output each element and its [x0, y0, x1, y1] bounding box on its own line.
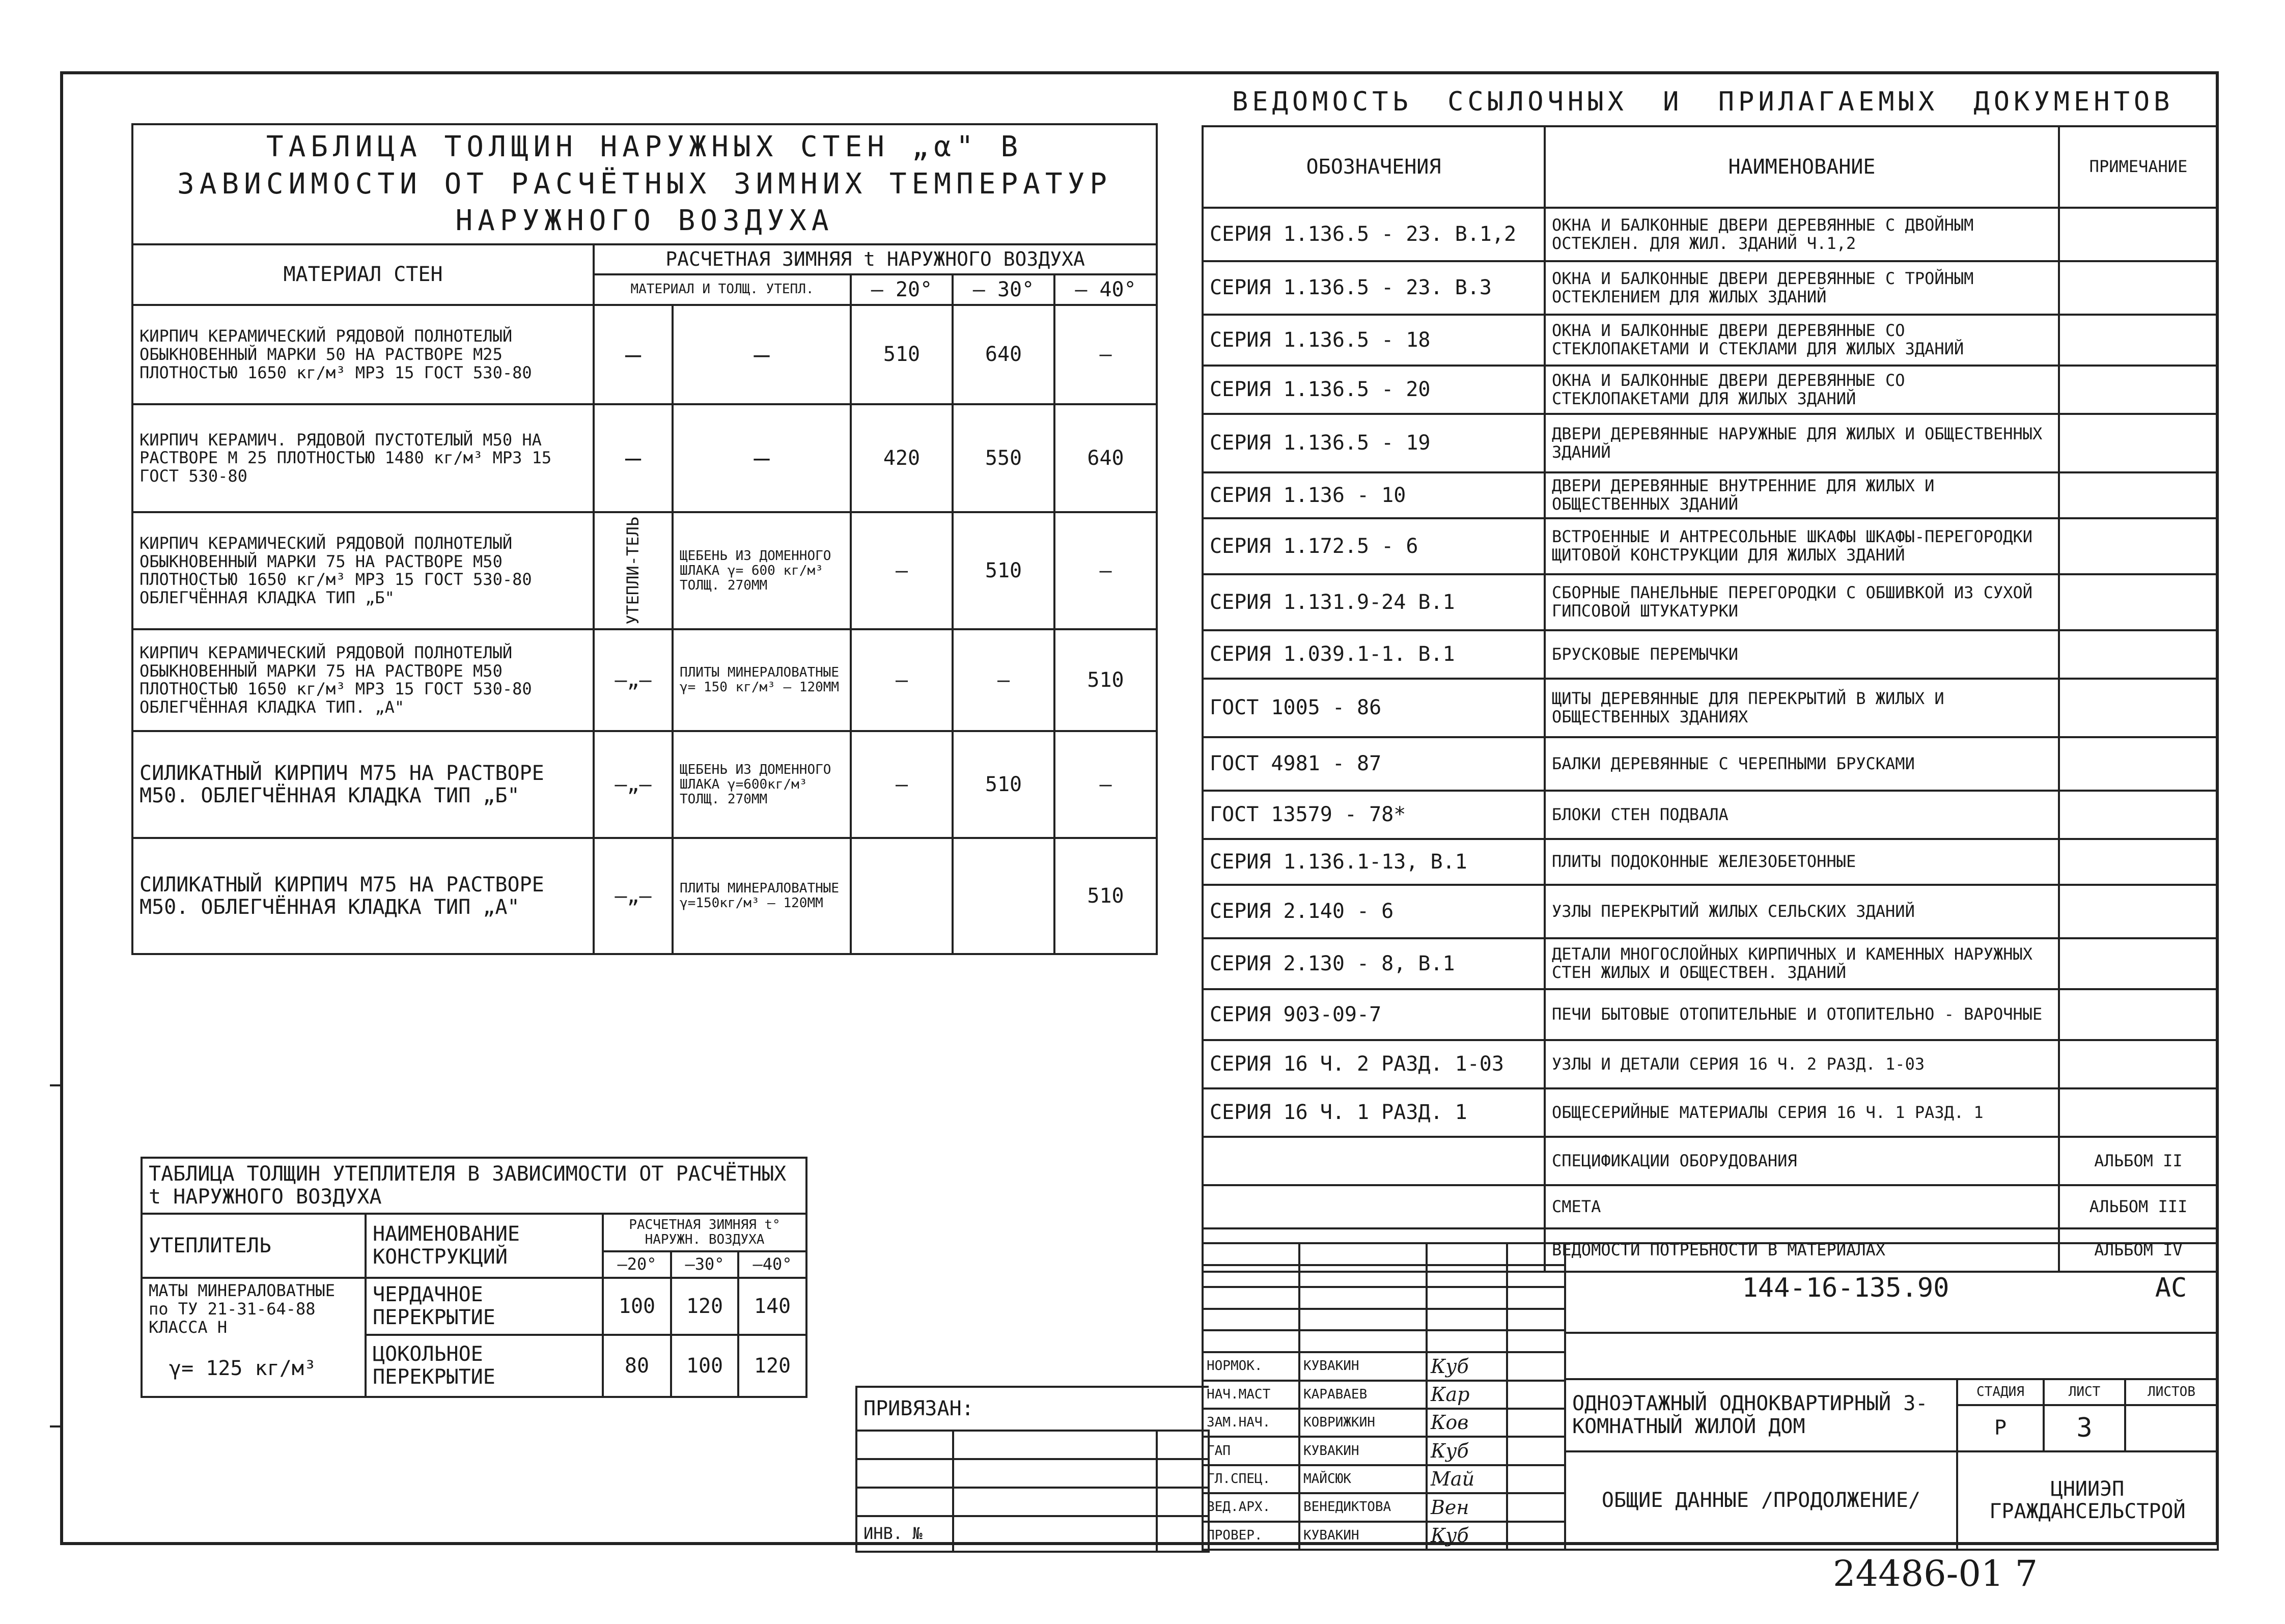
- approval-role: НОРМОК.: [1203, 1352, 1299, 1380]
- sheet-title: ОБЩИЕ ДАННЫЕ /ПРОДОЛЖЕНИЕ/: [1565, 1451, 1957, 1550]
- ref-name: ДВЕРИ ДЕРЕВЯННЫЕ ВНУТРЕННИЕ ДЛЯ ЖИЛЫХ И ОБЩЕСТВЕННЫХ ЗДАНИЙ: [1545, 472, 2059, 518]
- ref-name: СПЕЦИФИКАЦИИ ОБОРУДОВАНИЯ: [1545, 1137, 2059, 1185]
- insul-table-header-insulant: УТЕПЛИТЕЛЬ: [142, 1214, 366, 1278]
- insulation-cell: —„—: [594, 629, 673, 731]
- approval-row: [1203, 1409, 1565, 1437]
- ref-name: БЛОКИ СТЕН ПОДВАЛА: [1545, 791, 2059, 839]
- ref-name: ПЛИТЫ ПОДОКОННЫЕ ЖЕЛЕЗОБЕТОННЫЕ: [1545, 839, 2059, 885]
- table-row: [132, 404, 1157, 512]
- wall-table-header-material: МАТЕРИАЛ СТЕН: [132, 244, 594, 305]
- insul-table-header-calc: РАСЧЕТНАЯ ЗИМНЯЯ t° НАРУЖН. ВОЗДУХА: [603, 1214, 806, 1251]
- reference-documents-table: [1202, 125, 2217, 1273]
- approval-name: КУВАКИН: [1299, 1352, 1427, 1380]
- ref-code: ГОСТ 13579 - 78*: [1203, 791, 1545, 839]
- date-cell: [1507, 1465, 1565, 1493]
- ref-name: УЗЛЫ ПЕРЕКРЫТИЙ ЖИЛЫХ СЕЛЬСКИХ ЗДАНИЙ: [1545, 885, 2059, 938]
- approval-row: [1203, 1437, 1565, 1465]
- table-row: [1203, 472, 2218, 518]
- ref-code: СЕРИЯ 1.136.5 - 19: [1203, 414, 1545, 472]
- sheets-header: ЛИСТОВ: [2125, 1379, 2218, 1405]
- table-row: [1203, 989, 2218, 1040]
- insulation-detail: ЩЕБЕНЬ ИЗ ДОМЕННОГО ШЛАКА γ= 600 кг/м³ ТОЛЩ. 270ММ: [673, 512, 851, 629]
- value-t20: —: [851, 731, 953, 838]
- insul-table-title: ТАБЛИЦА ТОЛЩИН УТЕПЛИТЕЛЯ В ЗАВИСИМОСТИ ОТ РАСЧЁТНЫХ t НАРУЖНОГО ВОЗДУХА: [142, 1158, 806, 1214]
- ref-note: [2059, 1088, 2218, 1137]
- table-row: [1203, 574, 2218, 630]
- signature: Кар: [1427, 1381, 1507, 1409]
- sheet-header: ЛИСТ: [2044, 1379, 2125, 1405]
- refs-title: ВЕДОМОСТЬ ССЫЛОЧНЫХ И ПРИЛАГАЕМЫХ ДОКУМЕНТОВ: [1232, 87, 2174, 117]
- value-t30: [953, 838, 1054, 954]
- insul-table-header-t30: –30°: [671, 1251, 738, 1278]
- refs-table-grid: [1202, 125, 2219, 1273]
- insul-table-grid: [141, 1157, 807, 1398]
- table-row: [1203, 1040, 2218, 1088]
- ref-note: [2059, 679, 2218, 737]
- doc-mark: АС: [2125, 1243, 2218, 1333]
- ref-code: СЕРИЯ 16 Ч. 2 РАЗД. 1-03: [1203, 1040, 1545, 1088]
- ref-code: [1203, 1185, 1545, 1228]
- value-t30: 640: [953, 305, 1054, 404]
- insulation-cell: [594, 512, 673, 629]
- wall-material: КИРПИЧ КЕРАМИЧЕСКИЙ РЯДОВОЙ ПОЛНОТЕЛЫЙ ОБЫКНОВЕННЫЙ МАРКИ 75 НА РАСТВОРЕ М50 ПЛОТНОСТЬЮ 1650 кг/м³ МРЗ 15 ГОСТ 530-80 ОБЛЕГЧЁННАЯ КЛАДКА ТИП. „А": [132, 629, 594, 731]
- ref-code: ГОСТ 1005 - 86: [1203, 679, 1545, 737]
- date-cell: [1507, 1409, 1565, 1437]
- refs-body: [1203, 208, 2218, 1272]
- ref-name: ОКНА И БАЛКОННЫЕ ДВЕРИ ДЕРЕВЯННЫЕ С ДВОЙНЫМ ОСТЕКЛЕН. ДЛЯ ЖИЛ. ЗДАНИЙ Ч.1,2: [1545, 208, 2059, 261]
- table-row: [1203, 208, 2218, 261]
- value-t30: 510: [953, 731, 1054, 838]
- insulation-vertical-label: УТЕПЛИ-ТЕЛЬ: [623, 517, 643, 625]
- ref-note: [2059, 472, 2218, 518]
- approval-role: ПРОВЕР.: [1203, 1522, 1299, 1550]
- insulation-detail: —: [673, 305, 851, 404]
- ref-code: СЕРИЯ 1.136.1-13, В.1: [1203, 839, 1545, 885]
- wall-table-grid: [131, 123, 1158, 955]
- value-t40: 140: [738, 1278, 806, 1335]
- approval-row: [1203, 1522, 1565, 1550]
- ref-note: [2059, 885, 2218, 938]
- approval-role: НАЧ.МАСТ: [1203, 1381, 1299, 1409]
- insulation-cell: —: [594, 404, 673, 512]
- insulation-detail: —: [673, 404, 851, 512]
- construction-name: ЧЕРДАЧНОЕ ПЕРЕКРЫТИЕ: [366, 1278, 603, 1335]
- value-t30: —: [953, 629, 1054, 731]
- table-row: [132, 838, 1157, 954]
- ref-name: ПЕЧИ БЫТОВЫЕ ОТОПИТЕЛЬНЫЕ И ОТОПИТЕЛЬНО - ВАРОЧНЫЕ: [1545, 989, 2059, 1040]
- insul-density: γ= 125 кг/м³: [169, 1356, 316, 1380]
- insulation-detail: ПЛИТЫ МИНЕРАЛОВАТНЫЕ γ=150кг/м³ – 120ММ: [673, 838, 851, 954]
- stamp-main: [1564, 1242, 2217, 1551]
- ref-code: СЕРИЯ 1.136.5 - 23. В.1,2: [1203, 208, 1545, 261]
- stamp-upper-grid: [1202, 1242, 1564, 1551]
- ref-name: ДЕТАЛИ МНОГОСЛОЙНЫХ КИРПИЧНЫХ И КАМЕННЫХ НАРУЖНЫХ СТЕН ЖИЛЫХ И ОБЩЕСТВЕН. ЗДАНИЙ: [1545, 938, 2059, 989]
- value-t40: 640: [1054, 404, 1157, 512]
- ref-note: [2059, 366, 2218, 414]
- sheet-value: 3: [2044, 1405, 2125, 1451]
- table-row: [1203, 885, 2218, 938]
- table-row: [1203, 366, 2218, 414]
- table-row: [1203, 315, 2218, 366]
- insulation-cell: —„—: [594, 731, 673, 838]
- refs-header-name: НАИМЕНОВАНИЕ: [1545, 126, 2059, 208]
- ref-code: [1203, 1137, 1545, 1185]
- table-row: [1203, 1088, 2218, 1137]
- ref-name: БАЛКИ ДЕРЕВЯННЫЕ С ЧЕРЕПНЫМИ БРУСКАМИ: [1545, 737, 2059, 791]
- approval-name: ВЕНЕДИКТОВА: [1299, 1493, 1427, 1521]
- ref-name: ОКНА И БАЛКОННЫЕ ДВЕРИ ДЕРЕВЯННЫЕ СО СТЕКЛОПАКЕТАМИ ДЛЯ ЖИЛЫХ ЗДАНИЙ: [1545, 366, 2059, 414]
- approval-role: ЗАМ.НАЧ.: [1203, 1409, 1299, 1437]
- ref-note: [2059, 839, 2218, 885]
- insul-material-cell: [142, 1278, 366, 1397]
- wall-table-header-t40: – 40°: [1054, 274, 1157, 305]
- wall-material: СИЛИКАТНЫЙ КИРПИЧ М75 НА РАСТВОРЕ М50. ОБЛЕГЧЁННАЯ КЛАДКА ТИП „Б": [132, 731, 594, 838]
- date-cell: [1507, 1522, 1565, 1550]
- stage-value: Р: [1957, 1405, 2044, 1451]
- ref-note: [2059, 261, 2218, 315]
- value-t20: —: [851, 512, 953, 629]
- approval-row: [1203, 1381, 1565, 1409]
- table-row: [1203, 1185, 2218, 1228]
- value-t40: —: [1054, 305, 1157, 404]
- approval-row: [1203, 1493, 1565, 1521]
- approval-row: [1203, 1465, 1565, 1493]
- wall-material: КИРПИЧ КЕРАМИЧЕСКИЙ РЯДОВОЙ ПОЛНОТЕЛЫЙ ОБЫКНОВЕННЫЙ МАРКИ 75 НА РАСТВОРЕ М50 ПЛОТНОСТЬЮ 1650 кг/м³ МРЗ 15 ГОСТ 530-80 ОБЛЕГЧЁННАЯ КЛАДКА ТИП „Б": [132, 512, 594, 629]
- ref-note: [2059, 518, 2218, 574]
- wall-thickness-table: [131, 123, 1156, 955]
- ref-code: ГОСТ 4981 - 87: [1203, 737, 1545, 791]
- signature: Ков: [1427, 1409, 1507, 1437]
- wall-material: КИРПИЧ КЕРАМИЧЕСКИЙ РЯДОВОЙ ПОЛНОТЕЛЫЙ ОБЫКНОВЕННЫЙ МАРКИ 50 НА РАСТВОРЕ М25 ПЛОТНОСТЬЮ 1650 кг/м³ МРЗ 15 ГОСТ 530-80: [132, 305, 594, 404]
- ref-code: СЕРИЯ 1.131.9-24 В.1: [1203, 574, 1545, 630]
- approval-role: ВЕД.АРХ.: [1203, 1493, 1299, 1521]
- value-t20: 420: [851, 404, 953, 512]
- ref-note: [2059, 574, 2218, 630]
- value-t30: 100: [671, 1335, 738, 1397]
- value-t20: 510: [851, 305, 953, 404]
- table-row: [1203, 1137, 2218, 1185]
- value-t20: 80: [603, 1335, 671, 1397]
- approval-name: КАРАВАЕВ: [1299, 1381, 1427, 1409]
- ref-code: СЕРИЯ 1.039.1-1. В.1: [1203, 630, 1545, 679]
- approval-role: ГЛ.СПЕЦ.: [1203, 1465, 1299, 1493]
- privyazan-block: [855, 1386, 1208, 1551]
- insul-material: МАТЫ МИНЕРАЛОВАТНЫЕ по ТУ 21-31-64-88 КЛАССА Н: [149, 1281, 336, 1337]
- stage-header: СТАДИЯ: [1957, 1379, 2044, 1405]
- table-row: [132, 731, 1157, 838]
- ref-note: АЛЬБОМ II: [2059, 1137, 2218, 1185]
- wall-material: СИЛИКАТНЫЙ КИРПИЧ М75 НА РАСТВОРЕ М50. ОБЛЕГЧЁННАЯ КЛАДКА ТИП „А": [132, 838, 594, 954]
- value-t40: —: [1054, 512, 1157, 629]
- ref-note: [2059, 989, 2218, 1040]
- insulation-thickness-table: [141, 1157, 805, 1398]
- ref-code: СЕРИЯ 1.136 - 10: [1203, 472, 1545, 518]
- ref-code: СЕРИЯ 2.140 - 6: [1203, 885, 1545, 938]
- value-t40: 510: [1054, 629, 1157, 731]
- table-row: [1203, 737, 2218, 791]
- ref-name: ВЕДОМОСТИ ПОТРЕБНОСТИ В МАТЕРИАЛАХ: [1545, 1228, 2059, 1272]
- refs-header-note: ПРИМЕЧАНИЕ: [2059, 126, 2218, 208]
- signature: Куб: [1427, 1522, 1507, 1550]
- approval-name: МАЙСЮК: [1299, 1465, 1427, 1493]
- table-row: [1203, 938, 2218, 989]
- value-t30: 120: [671, 1278, 738, 1335]
- ref-note: [2059, 414, 2218, 472]
- wall-material: КИРПИЧ КЕРАМИЧ. РЯДОВОЙ ПУСТОТЕЛЫЙ М50 НА РАСТВОРЕ М 25 ПЛОТНОСТЬЮ 1480 кг/м³ МРЗ 15 ГОСТ 530-80: [132, 404, 594, 512]
- approval-name: КОВРИЖКИН: [1299, 1409, 1427, 1437]
- value-t40: 120: [738, 1335, 806, 1397]
- ref-note: [2059, 315, 2218, 366]
- building-name: ОДНОЭТАЖНЫЙ ОДНОКВАРТИРНЫЙ 3-КОМНАТНЫЙ ЖИЛОЙ ДОМ: [1565, 1379, 1957, 1451]
- table-row: [1203, 414, 2218, 472]
- value-t20: [851, 838, 953, 954]
- ref-name: СМЕТА: [1545, 1185, 2059, 1228]
- ref-note: [2059, 1040, 2218, 1088]
- date-cell: [1507, 1381, 1565, 1409]
- ref-name: БРУСКОВЫЕ ПЕРЕМЫЧКИ: [1545, 630, 2059, 679]
- ref-name: УЗЛЫ И ДЕТАЛИ СЕРИЯ 16 Ч. 2 РАЗД. 1-03: [1545, 1040, 2059, 1088]
- approval-row: [1203, 1352, 1565, 1380]
- value-t30: 550: [953, 404, 1054, 512]
- binding-mark: [50, 1084, 60, 1086]
- ref-code: СЕРИЯ 1.136.5 - 20: [1203, 366, 1545, 414]
- wall-table-header-calc: РАСЧЕТНАЯ ЗИМНЯЯ t НАРУЖНОГО ВОЗДУХА: [594, 244, 1157, 274]
- ref-note: [2059, 630, 2218, 679]
- date-cell: [1507, 1437, 1565, 1465]
- inventory-number-label: ИНВ. №: [856, 1516, 953, 1552]
- date-cell: [1507, 1352, 1565, 1380]
- insulation-cell: —„—: [594, 838, 673, 954]
- ref-name: ДВЕРИ ДЕРЕВЯННЫЕ НАРУЖНЫЕ ДЛЯ ЖИЛЫХ И ОБЩЕСТВЕННЫХ ЗДАНИЙ: [1545, 414, 2059, 472]
- table-row: [1203, 630, 2218, 679]
- ref-code: СЕРИЯ 903-09-7: [1203, 989, 1545, 1040]
- table-row: [1203, 791, 2218, 839]
- ref-note: АЛЬБОМ IV: [2059, 1228, 2218, 1272]
- approval-name: КУВАКИН: [1299, 1437, 1427, 1465]
- ref-code: СЕРИЯ 2.130 - 8, В.1: [1203, 938, 1545, 989]
- signature: Вен: [1427, 1493, 1507, 1521]
- value-t20: 100: [603, 1278, 671, 1335]
- table-row: [1203, 839, 2218, 885]
- ref-note: [2059, 737, 2218, 791]
- ref-code: СЕРИЯ 1.172.5 - 6: [1203, 518, 1545, 574]
- insulation-cell: —: [594, 305, 673, 404]
- wall-table-header-t20: – 20°: [851, 274, 953, 305]
- organization: ЦНИИЭП ГРАЖДАНСЕЛЬСТРОЙ: [1957, 1451, 2218, 1550]
- table-row: [1203, 518, 2218, 574]
- approval-name: КУВАКИН: [1299, 1522, 1427, 1550]
- wall-table-title: ТАБЛИЦА ТОЛЩИН НАРУЖНЫХ СТЕН „α" В ЗАВИСИМОСТИ ОТ РАСЧЁТНЫХ ЗИМНИХ ТЕМПЕРАТУР НАРУЖНОГО ВОЗДУХА: [132, 124, 1157, 244]
- value-t40: 510: [1054, 838, 1157, 954]
- ref-note: АЛЬБОМ III: [2059, 1185, 2218, 1228]
- ref-name: ОБЩЕСЕРИЙНЫЕ МАТЕРИАЛЫ СЕРИЯ 16 Ч. 1 РАЗД. 1: [1545, 1088, 2059, 1137]
- approval-role: ГАП: [1203, 1437, 1299, 1465]
- insulation-detail: ПЛИТЫ МИНЕРАЛОВАТНЫЕ γ= 150 кг/м³ – 120ММ: [673, 629, 851, 731]
- insul-table-header-t20: –20°: [603, 1251, 671, 1278]
- ref-code: СЕРИЯ 1.136.5 - 23. В.3: [1203, 261, 1545, 315]
- ref-code: СЕРИЯ 1.136.5 - 18: [1203, 315, 1545, 366]
- wall-table-header-insulation: МАТЕРИАЛ И ТОЛЩ. УТЕПЛ.: [594, 274, 851, 305]
- table-row: [132, 305, 1157, 404]
- table-row: [132, 512, 1157, 629]
- ref-code: СЕРИЯ 16 Ч. 1 РАЗД. 1: [1203, 1088, 1545, 1137]
- refs-header-code: ОБОЗНАЧЕНИЯ: [1203, 126, 1545, 208]
- ref-note: [2059, 791, 2218, 839]
- ref-name: СБОРНЫЕ ПАНЕЛЬНЫЕ ПЕРЕГОРОДКИ С ОБШИВКОЙ ИЗ СУХОЙ ГИПСОВОЙ ШТУКАТУРКИ: [1545, 574, 2059, 630]
- ref-note: [2059, 938, 2218, 989]
- sheets-value: [2125, 1405, 2218, 1451]
- wall-table-header-t30: – 30°: [953, 274, 1054, 305]
- value-t40: —: [1054, 731, 1157, 838]
- value-t20: —: [851, 629, 953, 731]
- table-row: [1203, 261, 2218, 315]
- ref-name: ОКНА И БАЛКОННЫЕ ДВЕРИ ДЕРЕВЯННЫЕ С ТРОЙНЫМ ОСТЕКЛЕНИЕМ ДЛЯ ЖИЛЫХ ЗДАНИЙ: [1545, 261, 2059, 315]
- table-row: [132, 629, 1157, 731]
- signature: Май: [1427, 1465, 1507, 1493]
- ref-name: ОКНА И БАЛКОННЫЕ ДВЕРИ ДЕРЕВЯННЫЕ СО СТЕКЛОПАКЕТАМИ И СТЕКЛАМИ ДЛЯ ЖИЛЫХ ЗДАНИЙ: [1545, 315, 2059, 366]
- insul-table-header-name: НАИМЕНОВАНИЕ КОНСТРУКЦИЙ: [366, 1214, 603, 1278]
- ref-name: ЩИТЫ ДЕРЕВЯННЫЕ ДЛЯ ПЕРЕКРЫТИЙ В ЖИЛЫХ И ОБЩЕСТВЕННЫХ ЗДАНИЯХ: [1545, 679, 2059, 737]
- ref-note: [2059, 208, 2218, 261]
- insulation-detail: ЩЕБЕНЬ ИЗ ДОМЕННОГО ШЛАКА γ=600кг/м³ ТОЛЩ. 270ММ: [673, 731, 851, 838]
- construction-name: ЦОКОЛЬНОЕ ПЕРЕКРЫТИЕ: [366, 1335, 603, 1397]
- binding-mark: [50, 1425, 60, 1427]
- doc-code: 144-16-135.90: [1565, 1243, 2125, 1333]
- approval-roles: [1203, 1352, 1565, 1550]
- privyazan-label: ПРИВЯЗАН:: [856, 1387, 1209, 1431]
- signature: Куб: [1427, 1352, 1507, 1380]
- table-row: [142, 1278, 806, 1335]
- ref-name: ВСТРОЕННЫЕ И АНТРЕСОЛЬНЫЕ ШКАФЫ ШКАФЫ-ПЕРЕГОРОДКИ ЩИТОВОЙ КОНСТРУКЦИИ ДЛЯ ЖИЛЫХ ЗДАНИЙ: [1545, 518, 2059, 574]
- date-cell: [1507, 1493, 1565, 1521]
- archive-number: 24486-01 7: [1833, 1553, 2038, 1594]
- signature: Куб: [1427, 1437, 1507, 1465]
- table-row: [1203, 679, 2218, 737]
- insul-table-header-t40: –40°: [738, 1251, 806, 1278]
- value-t30: 510: [953, 512, 1054, 629]
